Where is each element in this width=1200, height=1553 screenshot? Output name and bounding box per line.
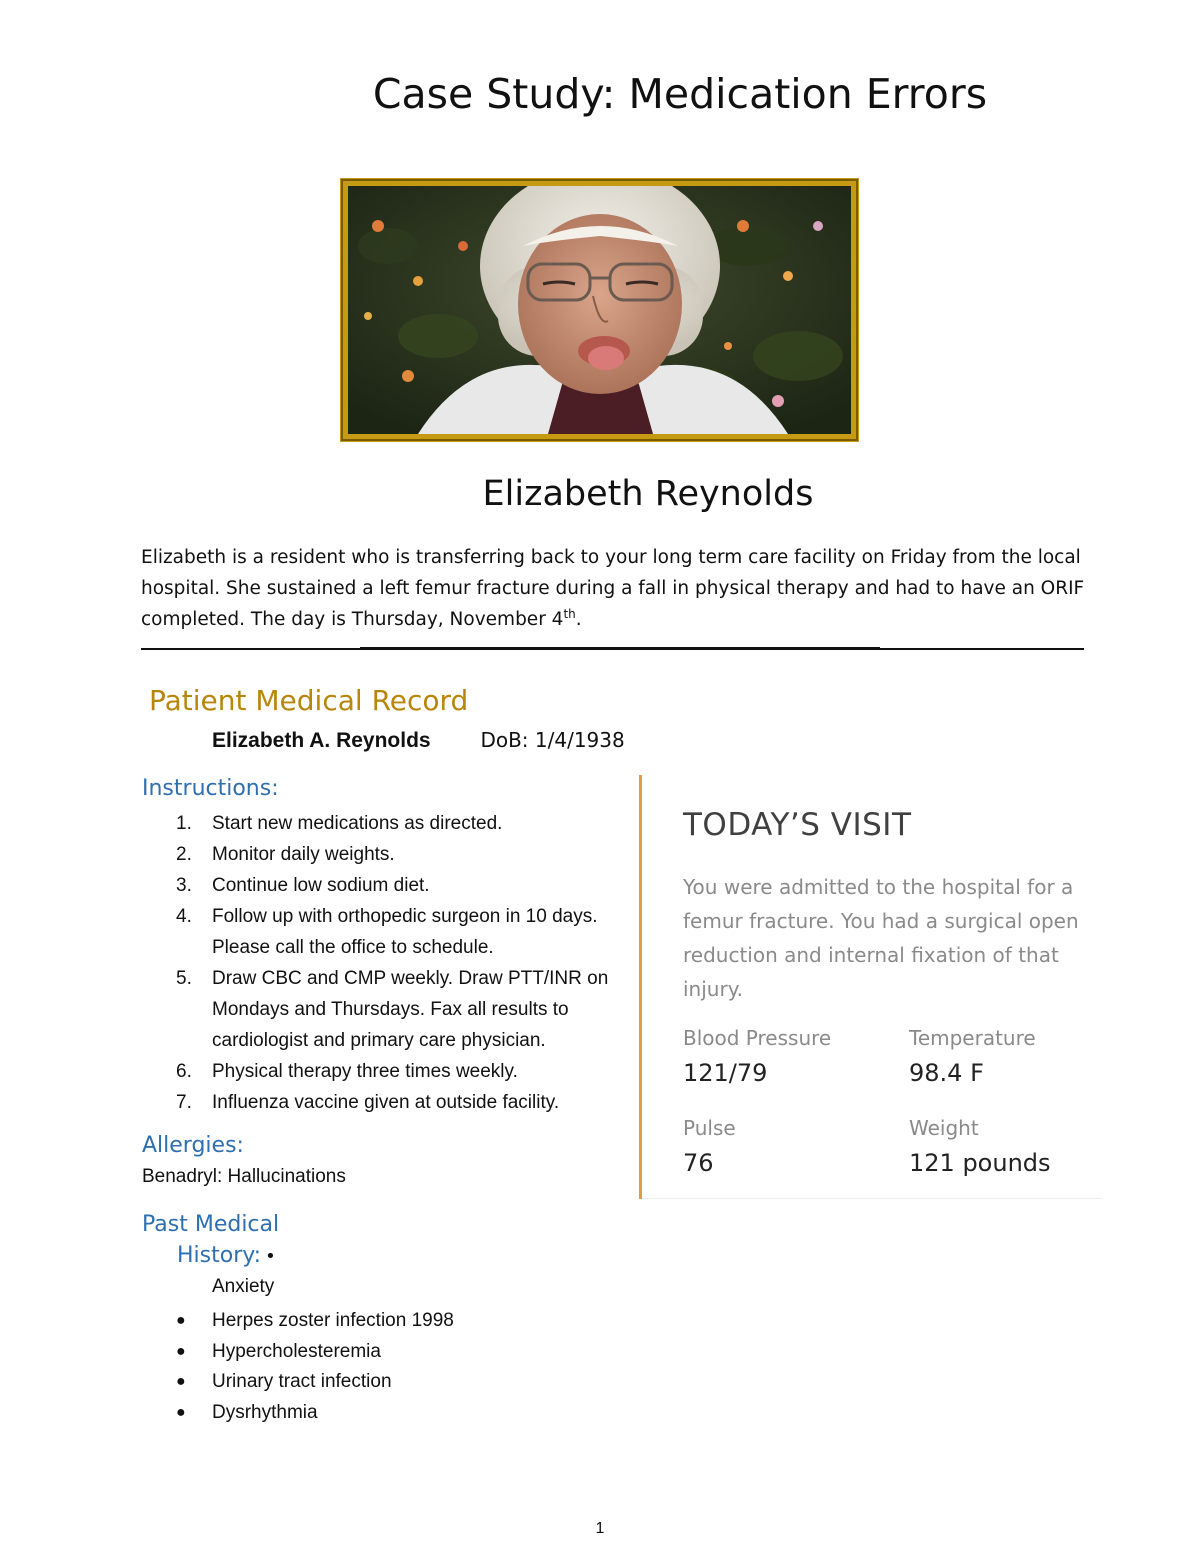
weight-label: Weight — [909, 1116, 979, 1140]
intro-superscript: th — [563, 606, 576, 621]
todays-visit-panel — [639, 775, 1102, 1199]
allergies-heading: Allergies: — [142, 1133, 244, 1158]
patient-name-heading: Elizabeth Reynolds — [482, 474, 814, 514]
list-number: 2. — [176, 844, 192, 865]
list-item — [142, 1367, 454, 1398]
page-number: 1 — [595, 1520, 605, 1537]
list-item-text: Dysrhythmia — [212, 1401, 318, 1423]
panel-bottom-line — [642, 1198, 1102, 1199]
intro-period: . — [575, 609, 582, 630]
list-item-text: Influenza vaccine given at outside facility. — [212, 1092, 560, 1113]
pulse-label: Pulse — [683, 1116, 736, 1140]
list-item — [142, 1056, 622, 1087]
list-item — [142, 1087, 622, 1118]
visit-title: TODAY’S VISIT — [683, 807, 912, 843]
weight-value: 121 pounds — [909, 1149, 1051, 1177]
list-item — [142, 870, 622, 901]
list-item-text: Urinary tract infection — [212, 1371, 392, 1392]
instructions-heading: Instructions: — [142, 776, 279, 801]
list-item — [142, 839, 622, 870]
list-item-text: Physical therapy three times weekly. — [212, 1061, 518, 1082]
bullet-icon: ● — [176, 1373, 186, 1390]
list-number: 4. — [176, 906, 192, 927]
record-heading: Patient Medical Record — [149, 684, 469, 717]
visit-description: You were admitted to the hospital for a femur fracture. You had a surgical open reduction and internal fixation of that injury. — [683, 875, 1079, 1001]
blood-pressure-label: Blood Pressure — [683, 1026, 832, 1050]
pulse-value: 76 — [683, 1149, 714, 1177]
intro-paragraph — [141, 542, 1086, 635]
list-number: 6. — [176, 1061, 192, 1082]
list-item — [142, 808, 622, 839]
list-number: 5. — [176, 968, 192, 989]
history-heading-line1: Past Medical — [142, 1212, 280, 1237]
patient-photo-illustration — [348, 186, 851, 434]
list-item-text: Continue low sodium diet. — [212, 875, 430, 896]
bullet-icon: ● — [176, 1342, 186, 1360]
document-title: Case Study: Medication Errors — [372, 70, 988, 118]
history-list — [142, 1306, 454, 1428]
patient-photo — [340, 178, 859, 442]
list-number: 1. — [176, 813, 192, 834]
list-number: 7. — [176, 1092, 192, 1113]
intro-text: Elizabeth is a resident who is transferring back to your long term care facility on Friday from the local hospital. She sustained a left femur fracture during a fall in physical therapy and had to have an ORIF completed. The day is Thursday, November 4 — [141, 547, 1085, 630]
bullet-icon: ● — [176, 1312, 186, 1329]
list-item — [142, 1398, 454, 1429]
date-of-birth: DoB: 1/4/1938 — [480, 728, 625, 752]
list-item-text: Draw CBC and CMP weekly. Draw PTT/INR on Mondays and Thursdays. Fax all results to cardiologist and primary care physician. — [212, 968, 609, 1051]
history-heading-text: History: — [177, 1243, 262, 1268]
bullet-icon: ● — [176, 1403, 186, 1421]
temperature-label: Temperature — [909, 1026, 1036, 1050]
record-patient-name: Elizabeth A. Reynolds — [212, 729, 431, 752]
list-item-text: Follow up with orthopedic surgeon in 10 days. Please call the office to schedule. — [212, 906, 598, 958]
instructions-list — [142, 808, 622, 1118]
list-item — [142, 901, 622, 963]
list-item — [142, 1337, 454, 1368]
list-item-text: Monitor daily weights. — [212, 844, 395, 865]
list-item-text: Start new medications as directed. — [212, 813, 503, 834]
section-divider-accent — [360, 647, 880, 650]
patient-identity — [212, 728, 625, 753]
blood-pressure-value: 121/79 — [683, 1059, 768, 1087]
allergy-entry: Benadryl: Hallucinations — [142, 1166, 346, 1187]
list-item — [142, 963, 622, 1056]
bullet-icon: • — [265, 1246, 276, 1267]
history-first-item: Anxiety — [212, 1276, 275, 1297]
list-item-text: Hypercholesteremia — [212, 1340, 381, 1362]
history-heading-line2 — [177, 1243, 276, 1268]
list-number: 3. — [176, 875, 192, 896]
list-item — [142, 1306, 454, 1337]
temperature-value: 98.4 F — [909, 1059, 984, 1087]
list-item-text: Herpes zoster infection 1998 — [212, 1310, 454, 1331]
